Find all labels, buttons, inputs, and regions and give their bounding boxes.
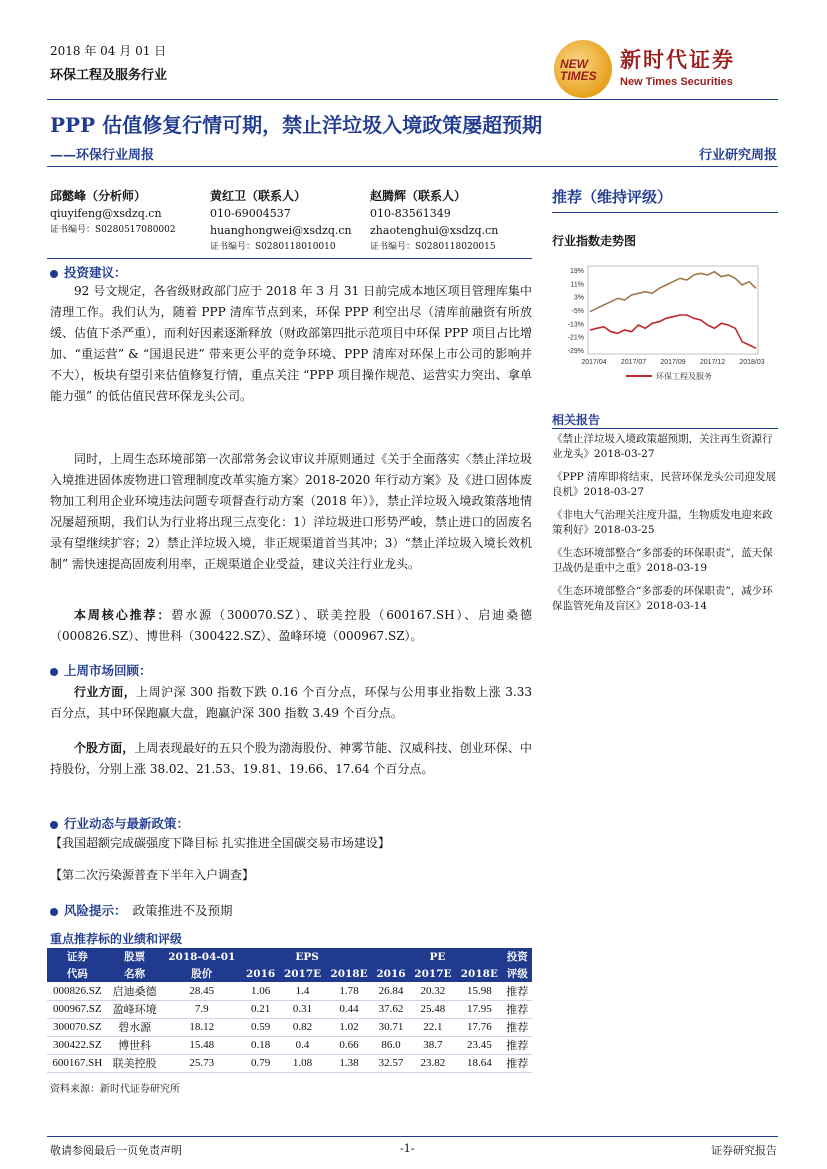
related-report-link[interactable]: 《生态环境部整合“多部委的环保职责”，减少环保监管死角及盲区》2018-03-14 xyxy=(552,585,773,612)
y-tick-label: -13% xyxy=(567,321,584,329)
legend-label: 环保工程及服务 xyxy=(656,372,712,381)
table-cell: 000967.SZ xyxy=(47,1000,108,1018)
table-header: 2017E xyxy=(279,965,325,982)
section-market-heading: 上周市场回顾： xyxy=(50,661,152,679)
table-cell: 17.76 xyxy=(456,1018,502,1036)
contact-card xyxy=(210,188,352,256)
risk-text: 政策推进不及预期 xyxy=(132,903,233,918)
related-report-link[interactable]: 《非电大气治理关注度升温，生物质发电迎来政策利好》2018-03-25 xyxy=(552,509,773,536)
industry-name: 环保工程及服务行业 xyxy=(50,68,168,83)
title-divider xyxy=(47,166,778,167)
table-cell: 1.78 xyxy=(326,982,372,1000)
table-header: PE xyxy=(372,948,502,965)
related-report-link[interactable]: 《PPP 清库即将结束，民营环保龙头公司迎发展良机》2018-03-27 xyxy=(552,471,777,498)
table-cell: 37.62 xyxy=(372,1000,409,1018)
recommendation-table xyxy=(47,948,532,1073)
footer-report-label: 证券研究报告 xyxy=(711,1144,777,1157)
table-cell: 300070.SZ xyxy=(47,1018,108,1036)
header-divider xyxy=(47,99,778,100)
bullet-icon xyxy=(50,821,58,829)
table-cell: 28.45 xyxy=(162,982,242,1000)
section-policy-heading: 行业动态与最新政策： xyxy=(50,814,189,832)
table-header: 代码 xyxy=(47,965,108,982)
trend-chart-title: 行业指数走势图 xyxy=(552,234,637,248)
company-logo xyxy=(548,38,778,98)
related-divider xyxy=(552,428,778,429)
table-cell: 0.21 xyxy=(242,1000,279,1018)
table-cell: 1.38 xyxy=(326,1054,372,1072)
table-source: 资料来源：新时代证券研究所 xyxy=(50,1084,180,1095)
table-cell: 25.48 xyxy=(410,1000,456,1018)
y-tick-label: 3% xyxy=(573,294,584,302)
rating-divider xyxy=(552,212,778,213)
table-cell: 18.12 xyxy=(162,1018,242,1036)
table-header: 投资 xyxy=(503,948,532,965)
report-title: PPP 估值修复行情可期，禁止洋垃圾入境政策屡超预期 xyxy=(50,113,543,137)
table-cell: 22.1 xyxy=(410,1018,456,1036)
table-cell: 23.82 xyxy=(410,1054,456,1072)
series-line xyxy=(590,315,756,348)
table-cell: 20.32 xyxy=(410,982,456,1000)
analyst-email[interactable]: qiuyifeng@xsdzq.cn xyxy=(50,207,162,220)
table-cell: 联美控股 xyxy=(108,1054,162,1072)
table-row xyxy=(47,1054,532,1072)
table-cell: 0.4 xyxy=(279,1036,325,1054)
invest-paragraph-1: 92 号文规定，各省级财政部门应于 2018 年 3 月 31 日前完成本地区项目管理库集中清理工作。我们认为，随着 PPP 清库节点到来，环保 PPP 利空出尽（清库前融资有所放缓、估值下杀严重），而利好因素逐渐释放（财政部第四批示范项目中环保 PPP 项目占比增加、“重运营” & “国退民进” 带来更公平的竞争环境、PPP 清库对环保上市公司的影响并不大），板块有望引来估值修复行情，重点关注 “PPP 项目操作规范、运营实力突出、拿单能力强” 的低估值民营环保龙头公司。 xyxy=(50,284,532,403)
contact-license: 证书编号：S0280118020015 xyxy=(370,242,496,252)
table-cell: 推荐 xyxy=(503,1054,532,1072)
related-report-link[interactable]: 《生态环境部整合“多部委的环保职责”，蓝天保卫战仍是重中之重》2018-03-19 xyxy=(552,547,773,574)
series-line xyxy=(590,272,756,312)
index-trend-chart xyxy=(552,260,778,390)
page-number: -1- xyxy=(400,1142,415,1155)
table-cell: 0.79 xyxy=(242,1054,279,1072)
table-cell: 博世科 xyxy=(108,1036,162,1054)
table-cell: 0.44 xyxy=(326,1000,372,1018)
y-tick-label: 11% xyxy=(570,281,584,289)
table-header: 2018E xyxy=(456,965,502,982)
table-header: 2017E xyxy=(410,965,456,982)
bullet-icon xyxy=(50,668,58,676)
table-cell: 0.59 xyxy=(242,1018,279,1036)
table-cell: 23.45 xyxy=(456,1036,502,1054)
table-header: 2016 xyxy=(242,965,279,982)
related-reports-heading: 相关报告 xyxy=(552,413,601,427)
y-tick-label: -29% xyxy=(567,348,584,355)
y-tick-label: -21% xyxy=(567,334,584,342)
table-cell: 推荐 xyxy=(503,1000,532,1018)
table-cell: 86.0 xyxy=(372,1036,409,1054)
invest-paragraph-3: 本周核心推荐：碧水源（300070.SZ）、联美控股（600167.SH）、启迪桑德（000826.SZ）、博世科（300422.SZ）、盈峰环境（000967.SZ）。 xyxy=(50,608,532,643)
contact-email[interactable]: zhaotenghui@xsdzq.cn xyxy=(370,224,499,237)
contact-license: 证书编号：S0280118010010 xyxy=(210,242,336,252)
section-risk-heading: 风险提示： 政策推进不及预期 xyxy=(50,901,233,919)
table-cell: 1.4 xyxy=(279,982,325,1000)
table-header: 名称 xyxy=(108,965,162,982)
table-header: 评级 xyxy=(503,965,532,982)
contact-card xyxy=(370,188,498,256)
table-row xyxy=(47,1018,532,1036)
table-cell: 15.98 xyxy=(456,982,502,1000)
related-report-link[interactable]: 《禁止洋垃圾入境政策超预期，关注再生资源行业龙头》2018-03-27 xyxy=(552,433,773,460)
y-tick-label: -5% xyxy=(571,308,584,315)
market-paragraph-1: 行业方面，上周沪深 300 指数下跌 0.16 个百分点，环保与公用事业指数上涨 3.33 百分点，其中环保跑赢大盘，跑赢沪深 300 指数 3.49 个百分点。 xyxy=(50,685,532,720)
table-cell: 30.71 xyxy=(372,1018,409,1036)
x-tick-label: 2017/12 xyxy=(699,359,726,366)
policy-item: 【我国超额完成碳强度下降目标 扎实推进全国碳交易市场建设】 xyxy=(50,836,390,850)
table-cell: 25.73 xyxy=(162,1054,242,1072)
market-paragraph-2: 个股方面，上周表现最好的五只个股为渤海股份、神雾节能、汉威科技、创业环保、中持股份，分别上涨 38.02、21.53、19.81、19.66、17.64 个百分点。 xyxy=(50,741,532,776)
table-row xyxy=(47,1036,532,1054)
table-cell: 0.66 xyxy=(326,1036,372,1054)
table-cell: 0.18 xyxy=(242,1036,279,1054)
table-cell: 盈峰环境 xyxy=(108,1000,162,1018)
contact-name: 赵腾辉（联系人） xyxy=(370,189,467,203)
table-cell: 32.57 xyxy=(372,1054,409,1072)
table-header: 2016 xyxy=(372,965,409,982)
table-cell: 碧水源 xyxy=(108,1018,162,1036)
x-tick-label: 2018/03 xyxy=(739,359,765,366)
table-cell: 0.31 xyxy=(279,1000,325,1018)
analyst-name: 邱懿峰（分析师） xyxy=(50,189,147,203)
table-row xyxy=(47,1000,532,1018)
table-title: 重点推荐标的业绩和评级 xyxy=(50,932,183,946)
table-cell: 000826.SZ xyxy=(47,982,108,1000)
table-header: 2018-04-01 xyxy=(162,948,242,965)
table-cell: 推荐 xyxy=(503,1018,532,1036)
table-header: 股票 xyxy=(108,948,162,965)
x-tick-label: 2017/04 xyxy=(581,359,607,366)
analyst-license: 证书编号：S0280517080002 xyxy=(50,225,176,235)
y-tick-label: 19% xyxy=(569,268,584,275)
logo-cn-name: 新时代证券 xyxy=(620,47,735,72)
section-invest-heading: 投资建议： xyxy=(50,263,127,281)
logo-emblem-text: NEW TIMES xyxy=(560,57,597,83)
table-cell: 1.02 xyxy=(326,1018,372,1036)
table-cell: 推荐 xyxy=(503,1036,532,1054)
rating-label: 推荐（维持评级） xyxy=(552,188,673,206)
table-cell: 启迪桑德 xyxy=(108,982,162,1000)
report-date: 2018 年 04 月 01 日 xyxy=(50,44,167,58)
table-cell: 18.64 xyxy=(456,1054,502,1072)
table-cell: 1.06 xyxy=(242,982,279,1000)
x-tick-label: 2017/07 xyxy=(620,359,647,366)
table-cell: 7.9 xyxy=(162,1000,242,1018)
table-cell: 0.82 xyxy=(279,1018,325,1036)
chart-frame xyxy=(588,266,758,354)
contact-email[interactable]: huanghongwei@xsdzq.cn xyxy=(210,224,352,237)
table-row xyxy=(47,982,532,1000)
logo-en-name: New Times Securities xyxy=(620,76,733,88)
table-header: 2018E xyxy=(326,965,372,982)
contact-name: 黄红卫（联系人） xyxy=(210,189,307,203)
table-cell: 38.7 xyxy=(410,1036,456,1054)
contact-phone: 010-69004537 xyxy=(210,207,291,220)
contact-phone: 010-83561349 xyxy=(370,207,451,220)
footer-disclaimer[interactable]: 敬请参阅最后一页免责声明 xyxy=(50,1144,182,1157)
table-cell: 推荐 xyxy=(503,982,532,1000)
x-tick-label: 2017/09 xyxy=(660,359,686,366)
analyst-card xyxy=(50,188,176,239)
table-header: EPS xyxy=(242,948,372,965)
invest-paragraph-2: 同时，上周生态环境部第一次部常务会议审议并原则通过《关于全面落实〈禁止洋垃圾入境推进固体废物进口管理制度改革实施方案〉2018-2020 年行动方案》及《进口固体废物加工利用企业环境违法问题专项督查行动方案（2018 年）》，禁止洋垃圾入境政策落地情况屡超预期，我们认为行业将出现三点变化：1）洋垃圾进口形势严峻，禁止进口的固废名录有望继续扩容；2）禁止洋垃圾入境，非正规渠道首当其冲；3）“禁止洋垃圾入境长效机制” 需快速提高固废利用率，正规渠道企业受益，建议关注行业龙头。 xyxy=(50,452,532,571)
table-cell: 17.95 xyxy=(456,1000,502,1018)
table-header: 证券 xyxy=(47,948,108,965)
bullet-icon xyxy=(50,908,58,916)
policy-item: 【第二次污染源普查下半年入户调查】 xyxy=(50,868,255,882)
table-cell: 300422.SZ xyxy=(47,1036,108,1054)
table-cell: 15.48 xyxy=(162,1036,242,1054)
table-cell: 26.84 xyxy=(372,982,409,1000)
analyst-divider xyxy=(47,258,532,259)
footer-divider xyxy=(47,1136,778,1137)
report-type: 行业研究周报 xyxy=(698,148,777,163)
table-cell: 1.08 xyxy=(279,1054,325,1072)
table-cell: 600167.SH xyxy=(47,1054,108,1072)
report-subtitle: ——环保行业周报 xyxy=(50,148,155,163)
table-header: 股价 xyxy=(162,965,242,982)
bullet-icon xyxy=(50,270,58,278)
